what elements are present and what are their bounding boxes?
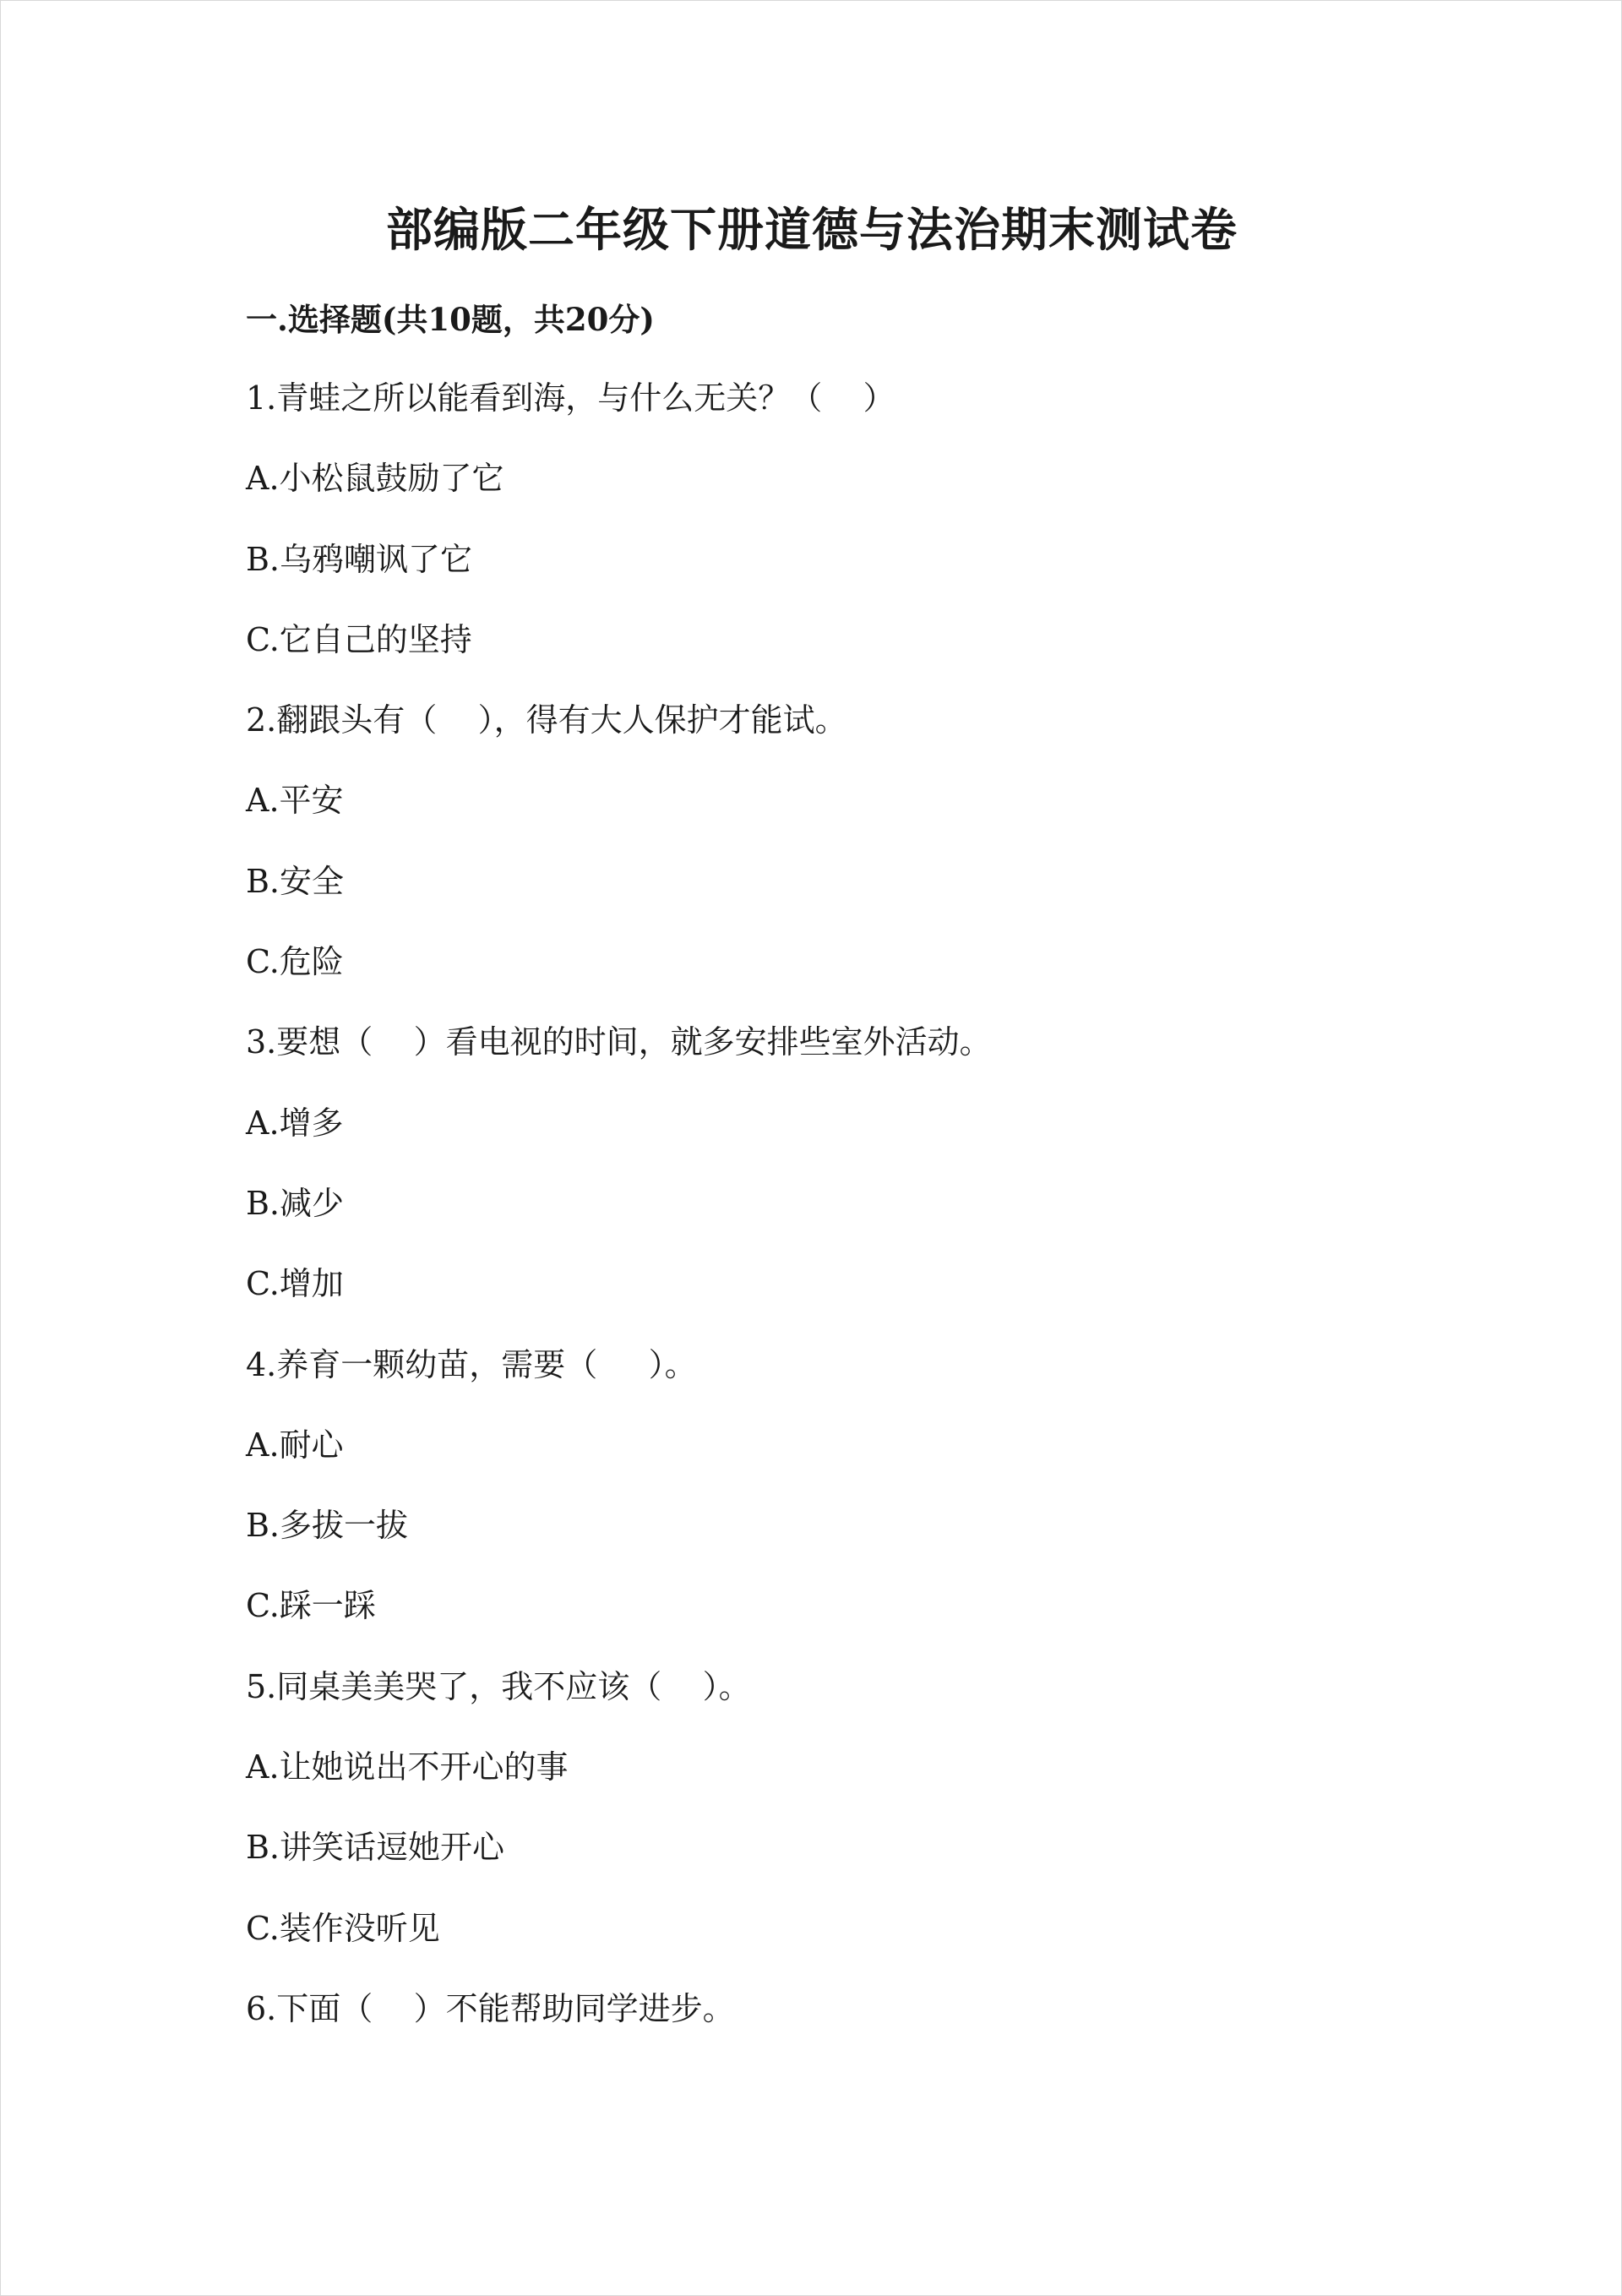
question-5-option-b: B.讲笑话逗她开心 — [246, 1829, 505, 1867]
question-6-stem: 6.下面（ ）不能帮助同学进步。 — [246, 1989, 735, 2027]
question-3-option-b: B.减少 — [246, 1184, 345, 1222]
question-3-option-c: C.增加 — [246, 1265, 344, 1303]
question-1-option-c: C.它自己的坚持 — [246, 620, 472, 658]
question-5-option-c: C.装作没听见 — [246, 1909, 440, 1947]
question-4-stem: 4.养育一颗幼苗，需要（ ）。 — [246, 1345, 697, 1383]
question-4-option-c: C.踩一踩 — [246, 1587, 376, 1625]
question-3-option-a: A.增多 — [246, 1104, 344, 1142]
question-2-stem: 2.翻跟头有（ ），得有大人保护才能试。 — [246, 701, 847, 739]
question-1-option-a: A.小松鼠鼓励了它 — [246, 460, 504, 498]
question-1-option-b: B.乌鸦嘲讽了它 — [246, 540, 473, 578]
question-4-option-b: B.多拔一拔 — [246, 1507, 409, 1545]
question-2-option-c: C.危险 — [246, 943, 344, 981]
question-2-option-a: A.平安 — [246, 782, 344, 820]
question-4-option-a: A.耐心 — [246, 1426, 344, 1464]
question-1-stem: 1.青蛙之所以能看到海，与什么无关？（ ） — [246, 379, 895, 417]
exam-title: 部编版二年级下册道德与法治期末测试卷 — [385, 202, 1238, 257]
question-5-option-a: A.让她说出不开心的事 — [246, 1748, 569, 1786]
question-5-stem: 5.同桌美美哭了，我不应该（ ）。 — [246, 1667, 751, 1705]
question-list — [246, 377, 1429, 2068]
question-2-option-b: B.安全 — [246, 862, 345, 900]
section-heading: 一.选择题(共10题，共20分) — [246, 301, 655, 338]
question-3-stem: 3.要想（ ）看电视的时间，就多安排些室外活动。 — [246, 1023, 992, 1061]
